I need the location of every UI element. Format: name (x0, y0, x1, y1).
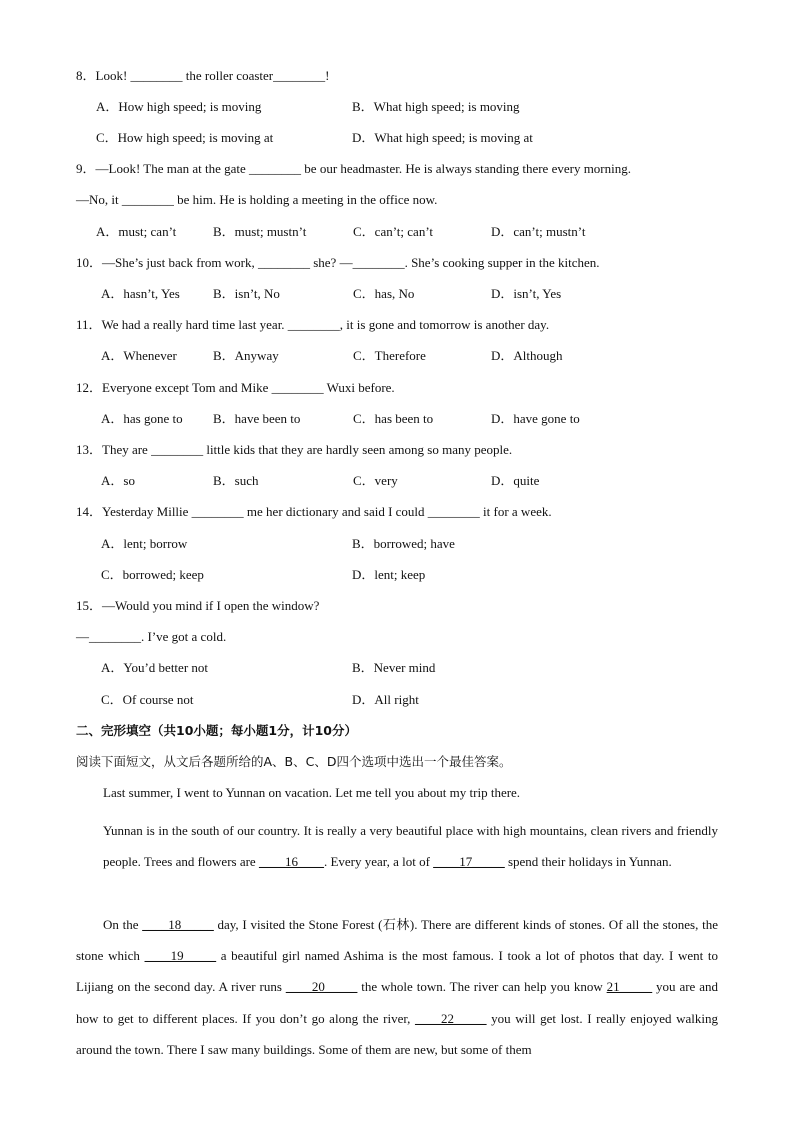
question-14-stem: 14．Yesterday Millie ________ me her dictionary and said I could ________ it for a week. (76, 504, 552, 519)
question-13-option-b: B．such (213, 473, 259, 488)
question-15-option-d: D．All right (352, 692, 419, 707)
passage-text: day, I visited the Stone Forest (石林). There are different kinds of stones. Of all the stones, the stone which (76, 917, 718, 964)
question-15-option-a: A．You’d better not (101, 660, 209, 675)
blank-18: ____18_____ (142, 917, 214, 932)
question-13-option-a: A．so (101, 473, 135, 488)
question-10-option-b: B．isn’t, No (213, 286, 280, 301)
section-2-title: 二、完形填空（共10小题；每小题1分，计10分） (76, 723, 357, 738)
blank-17: ____17_____ (433, 854, 505, 870)
question-13-option-d: D．quite (491, 473, 540, 488)
question-9-option-b: B．must; mustn’t (213, 224, 307, 239)
question-12-option-d: D．have gone to (491, 411, 580, 426)
question-9-stem: 9．—Look! The man at the gate ________ be our headmaster. He is always standing there every morning. (76, 161, 632, 176)
question-14-option-a: A．lent; borrow (101, 536, 188, 551)
question-10-option-c: C．has, No (353, 286, 415, 301)
question-15-option-c: C．Of course not (101, 692, 194, 707)
question-12-option-a: A．has gone to (101, 411, 183, 426)
question-11-stem: 11．We had a really hard time last year. ________, it is gone and tomorrow is another day. (76, 317, 550, 332)
question-8-option-b: B．What high speed; is moving (352, 99, 520, 114)
blank-22: ____22_____ (415, 1010, 487, 1026)
passage-paragraph-1: Last summer, I went to Yunnan on vacation. Let me tell you about my trip there. (103, 785, 521, 800)
question-13-option-c: C．very (353, 473, 398, 488)
question-13-stem: 13．They are ________ little kids that they are hardly seen among so many people. (76, 442, 513, 457)
question-14-option-d: D．lent; keep (352, 567, 426, 582)
passage-text: On the (103, 917, 143, 932)
section-2-instruction: 阅读下面短文，从文后各题所给的A、B、C、D四个选项中选出一个最佳答案。 (76, 754, 512, 769)
passage-text: you will get lost. I really enjoyed walking around the town. There I saw many buildings. Some of them are new, but some of them (76, 1010, 719, 1057)
question-12-option-c: C．has been to (353, 411, 434, 426)
question-8-option-d: D．What high speed; is moving at (352, 130, 533, 145)
question-10-option-d: D．isn’t, Yes (491, 286, 562, 301)
question-12-stem: 12．Everyone except Tom and Mike ________ Wuxi before. (76, 380, 395, 395)
question-9-option-d: D．can’t; mustn’t (491, 224, 586, 239)
passage-text: Yunnan is in the south of our country. It is really a very beautiful place with high mountains, clean rivers and friendly people. Trees and flowers are (103, 823, 718, 870)
passage-paragraph-2 (103, 815, 718, 877)
question-15-option-b: B．Never mind (352, 660, 436, 675)
question-11-option-c: C．Therefore (353, 348, 426, 363)
question-14-option-c: C．borrowed; keep (101, 567, 204, 582)
question-15-stem-reply: —________. I’ve got a cold. (76, 629, 227, 644)
question-8-option-c: C．How high speed; is moving at (96, 130, 274, 145)
question-10-stem: 10．—She’s just back from work, ________ she? —________. She’s cooking supper in the kitchen. (76, 255, 600, 270)
question-15-stem: 15．—Would you mind if I open the window? (76, 598, 320, 613)
passage-text: a beautiful girl named Ashima is the most famous. I took a lot of photos that day. I went to Lijiang on the second day. A river runs (76, 948, 719, 995)
question-11-option-d: D．Although (491, 348, 563, 363)
passage-text: you are and how to get to different places. If you don’t go along the river, (76, 979, 718, 1026)
question-9-option-c: C．can’t; can’t (353, 224, 434, 239)
blank-16: ____16____ (258, 854, 324, 870)
question-8-option-a: A．How high speed; is moving (96, 99, 262, 114)
question-14-option-b: B．borrowed; have (352, 536, 455, 551)
passage-text: the whole town. The river can help you know (357, 979, 607, 995)
question-9-stem-reply: —No, it ________ be him. He is holding a meeting in the office now. (76, 192, 438, 207)
blank-19: ____19_____ (144, 948, 217, 964)
question-9-option-a: A．must; can’t (96, 224, 177, 239)
passage-text: . Every year, a lot of (323, 854, 434, 870)
question-8-stem: 8．Look! ________ the roller coaster________! (76, 68, 330, 83)
passage-paragraph-3 (76, 909, 718, 1065)
blank-20: ____20_____ (285, 979, 358, 995)
question-11-option-a: A．Whenever (101, 348, 177, 363)
passage-text: spend their holidays in Yunnan. (504, 854, 672, 870)
question-12-option-b: B．have been to (213, 411, 301, 426)
question-11-option-b: B．Anyway (213, 348, 279, 363)
blank-21: 21_____ (606, 979, 653, 995)
question-10-option-a: A．hasn’t, Yes (101, 286, 180, 301)
